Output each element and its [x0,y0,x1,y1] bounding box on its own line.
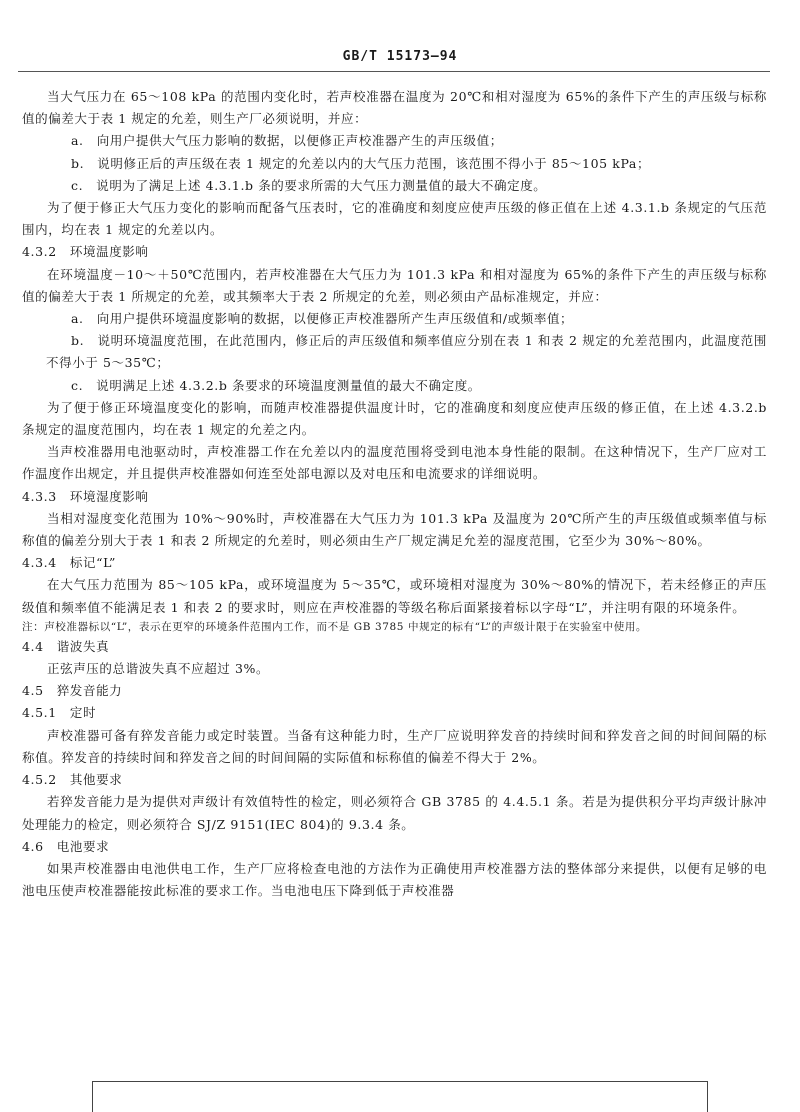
paragraph-timing: 声校准器可备有猝发音能力或定时装置。当备有这种能力时，生产厂应说明猝发音的持续时间和猝发音之间的时间间隔的标称值。猝发音的持续时间和猝发音之间的时间间隔的实际值和标称值的偏差不得大于 2%。 [22,727,767,765]
section-heading-4-4: 4.4 谐波失真 [22,638,110,654]
paragraph-battery-requirements: 如果声校准器由电池供电工作，生产厂应将检查电池的方法作为正确使用声校准器方法的整体部分来提供，以便有足够的电池电压使声校准器能按此标准的要求工作。当电池电压下降到低于声校准器 [22,860,767,899]
section-heading-4-3-3: 4.3.3 环境湿度影响 [22,488,149,504]
paragraph-battery-temperature: 当声校准器用电池驱动时，声校准器工作在允差以内的温度范围将受到电池本身性能的限制。在这种情况下，生产厂应对工作温度作出规定，并且提供声校准器如何连至处部电源以及对电压和电流要求的详细说明。 [22,444,767,482]
list-item-temperature-b: b. 说明环境温度范围，在此范围内，修正后的声压级值和频率值应分别在表 1 和表 2 规定的允差范围内，此温度范围不得小于 5～35℃； [46,333,767,371]
section-heading-4-5-1: 4.5.1 定时 [22,705,97,721]
list-item-pressure-b: b. 说明修正后的声压级在表 1 规定的允差以内的大气压力范围，该范围不得小于 85～105 kPa； [71,155,651,171]
paragraph-pressure-intro: 当大气压力在 65～108 kPa 的范围内变化时，若声校准器在温度为 20℃和相对湿度为 65%的条件下产生的声压级与标称值的偏差大于表 1 规定的允差，则生产厂必须说明，并应： [22,89,767,127]
paragraph-barometer: 为了便于修正大气压力变化的影响而配备气压表时，它的准确度和刻度应使声压级的修正值在上述 4.3.1.b 条规定的气压范围内，均在表 1 规定的允差以内。 [22,200,767,238]
section-heading-4-5: 4.5 猝发音能力 [22,683,123,699]
header-divider [18,71,770,72]
paragraph-harmonic-distortion: 正弦声压的总谐波失真不应超过 3%。 [47,661,270,677]
standard-number-header: GB/T 15173—94 [342,49,458,64]
document-body [22,86,767,902]
section-heading-4-3-4: 4.3.4 标记“L” [22,555,116,571]
paragraph-thermometer: 为了便于修正环境温度变化的影响，而随声校准器提供温度计时，它的准确度和刻度应使声压级的修正值，在上述 4.3.2.b 条规定的温度范围内，均在表 1 规定的允差之内。 [22,399,767,438]
paragraph-other-requirements: 若猝发音能力是为提供对声级计有效值特性的检定，则必须符合 GB 3785 的 4.4.5.1 条。若是为提供积分平均声级计脉冲处理能力的检定，则必须符合 SJ/Z 9151(IEC 804)的 9.3.4 条。 [22,794,767,832]
section-heading-4-5-2: 4.5.2 其他要求 [22,772,123,788]
list-item-temperature-a: a. 向用户提供环境温度影响的数据，以便修正声校准器所产生声压级值和/或频率值； [71,311,574,327]
section-heading-4-6: 4.6 电池要求 [22,838,110,854]
list-item-pressure-a: a. 向用户提供大气压力影响的数据，以便修正声校准器产生的声压级值； [71,133,503,149]
footer-frame [92,1081,708,1112]
list-item-pressure-c: c. 说明为了满足上述 4.3.1.b 条的要求所需的大气压力测量值的最大不确定度。 [71,177,547,193]
paragraph-humidity: 当相对湿度变化范围为 10%～90%时，声校准器在大气压力为 101.3 kPa 及温度为 20℃所产生的声压级值或频率值与标称值的偏差分别大于表 1 和表 2 所规定的允差时，则必须由生产厂规定满足允差的湿度范围，它至少为 30%～80%。 [22,510,767,549]
note-marking-l: 注：声校准器标以“L”，表示在更窄的环境条件范围内工作，而不是 GB 3785 中规定的标有“L”的声级计限于在实验室中使用。 [22,620,648,633]
paragraph-temperature-intro: 在环境温度－10～＋50℃范围内，若声校准器在大气压力为 101.3 kPa 和相对湿度为 65%的条件下产生的声压级与标称值的偏差大于表 1 所规定的允差，或其频率大于表 2 所规定的允差，则必须由产品标准规定，并应： [22,266,767,304]
section-heading-4-3-2: 4.3.2 环境温度影响 [22,244,149,260]
paragraph-marking-l: 在大气压力范围为 85～105 kPa，或环境温度为 5～35℃，或环境相对湿度为 30%～80%的情况下，若未经修正的声压级值和频率值不能满足表 1 和表 2 的要求时，则应在声校准器的等级名称后面紧接着标以字母“L”，并注明有限的环境条件。 [22,577,767,615]
list-item-temperature-c: c. 说明满足上述 4.3.2.b 条要求的环境温度测量值的最大不确定度。 [71,377,481,393]
